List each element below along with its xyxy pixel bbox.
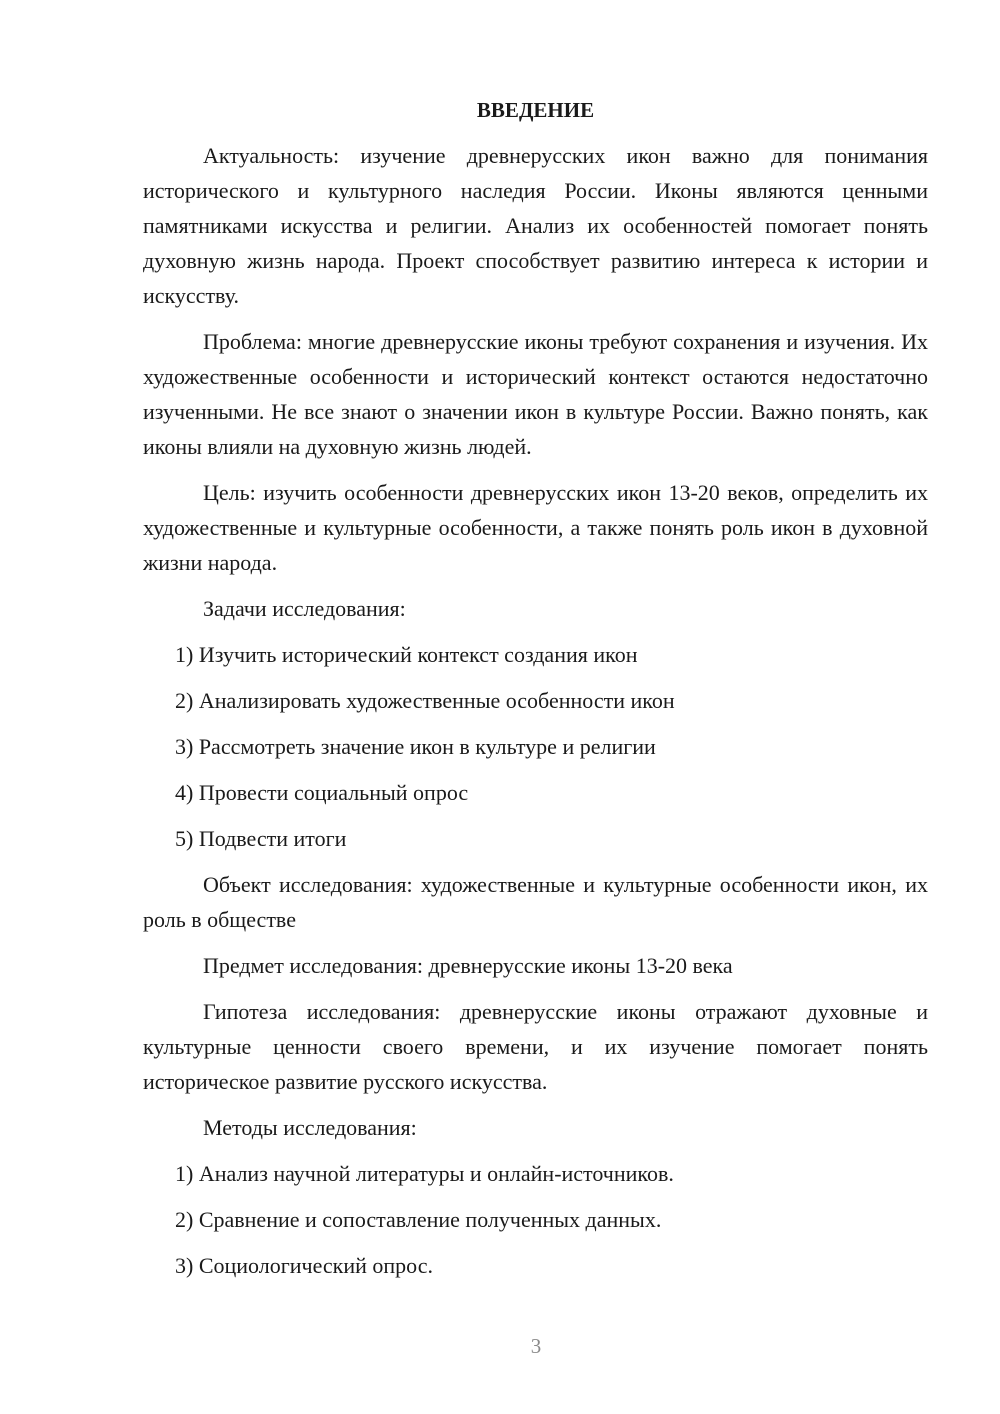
hypothesis-paragraph: Гипотеза исследования: древнерусские иконы отражают духовные и культурные ценности своего времени, и их изучение помогает понять историческое развитие русского искусства.: [143, 999, 928, 1094]
problem-paragraph: Проблема: многие древнерусские иконы требуют сохранения и изучения. Их художественные особенности и исторический контекст остаются недостаточно изученными. Не все знают о значении икон в культуре России. Важно понять, как иконы влияли на духовную жизнь людей.: [143, 329, 928, 459]
methods-label: Методы исследования:: [203, 1115, 417, 1140]
task-item: 4) Провести социальный опрос: [175, 780, 469, 805]
section-heading: ВВЕДЕНИЕ: [476, 98, 595, 122]
method-item: 3) Социологический опрос.: [175, 1253, 433, 1278]
tasks-list: [143, 637, 928, 856]
methods-list: [143, 1156, 928, 1283]
tasks-label: Задачи исследования:: [203, 596, 406, 621]
task-item: 3) Рассмотреть значение икон в культуре и религии: [175, 734, 656, 759]
page-number: 3: [530, 1334, 542, 1358]
task-item: 2) Анализировать художественные особенности икон: [175, 688, 675, 713]
method-item: 2) Сравнение и сопоставление полученных данных.: [175, 1207, 662, 1232]
method-item: 1) Анализ научной литературы и онлайн-источников.: [175, 1161, 674, 1186]
document-page: [143, 96, 928, 1294]
object-paragraph: Объект исследования: художественные и культурные особенности икон, их роль в обществе: [143, 872, 928, 932]
task-item: 1) Изучить исторический контекст создания икон: [175, 642, 638, 667]
task-item: 5) Подвести итоги: [175, 826, 347, 851]
subject-paragraph: Предмет исследования: древнерусские иконы 13-20 века: [203, 953, 733, 978]
relevance-paragraph: Актуальность: изучение древнерусских икон важно для понимания исторического и культурного наследия России. Иконы являются ценными памятниками искусства и религии. Анализ их особенностей помогает понять духовную жизнь народа. Проект способствует развитию интереса к истории и искусству.: [143, 143, 928, 308]
goal-paragraph: Цель: изучить особенности древнерусских икон 13-20 веков, определить их художественные и культурные особенности, а также понять роль икон в духовной жизни народа.: [143, 480, 928, 575]
